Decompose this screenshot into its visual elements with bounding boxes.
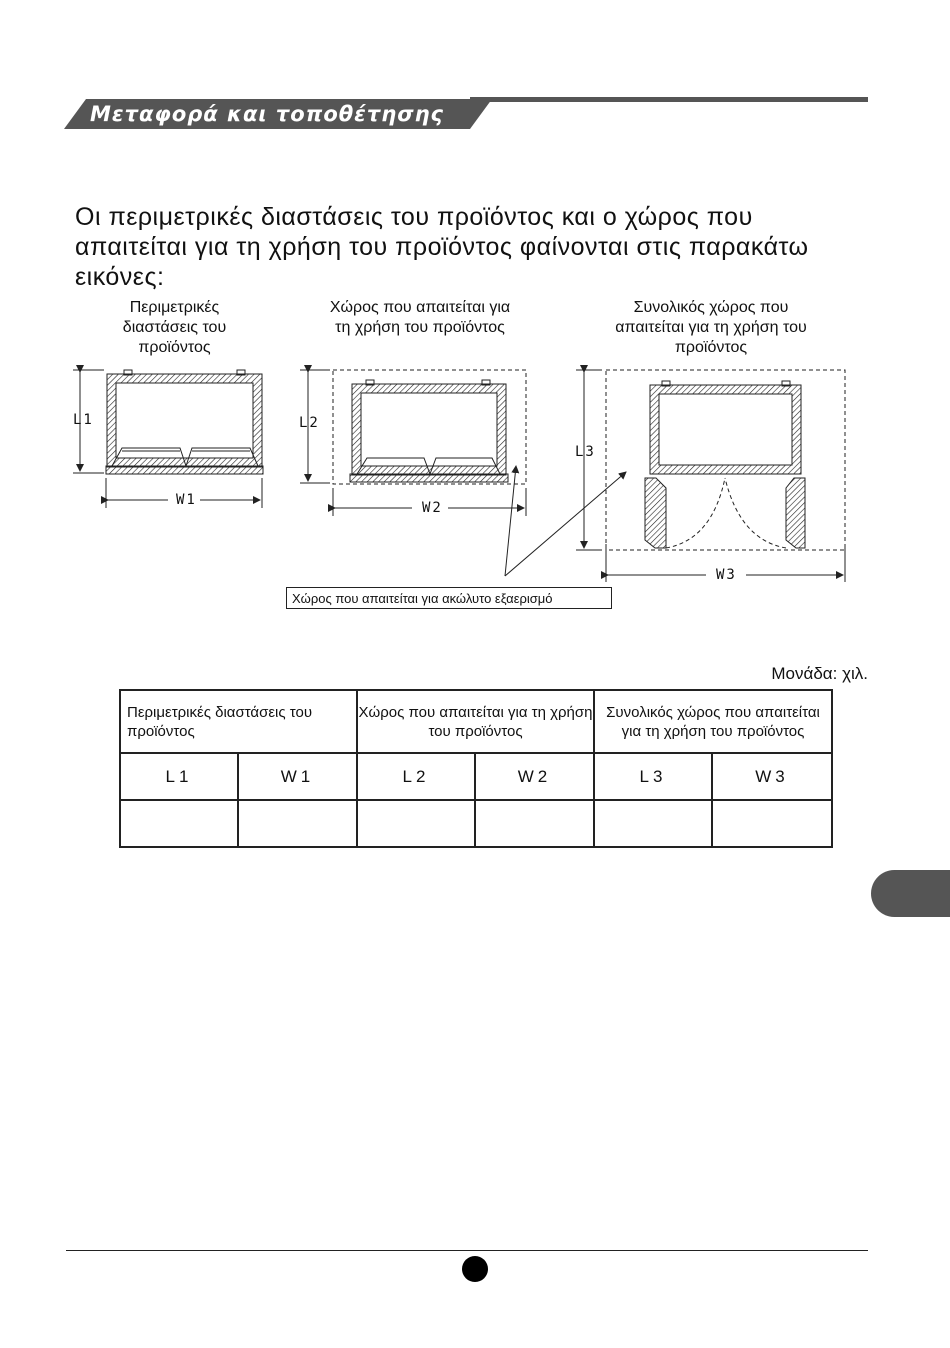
section-side-tab <box>871 870 950 917</box>
dimensions-diagram <box>0 0 950 640</box>
value-cell <box>712 800 832 847</box>
column-header: L2 <box>357 753 475 800</box>
label-L1: L1 <box>73 412 94 428</box>
required-space-outline-3 <box>606 370 845 550</box>
column-header: L1 <box>120 753 238 800</box>
value-cell <box>238 800 357 847</box>
column-header: W1 <box>238 753 357 800</box>
group-header-total-space: Συνολικός χώρος που απαιτείται για τη χρήση του προϊόντος <box>594 690 832 753</box>
column-header: L3 <box>594 753 712 800</box>
label-W1: W1 <box>176 492 197 508</box>
label-L3: L3 <box>575 444 596 460</box>
figure3-caption: Συνολικός χώρος που απαιτείται για τη χρήση του προϊόντος <box>615 299 807 356</box>
value-cell <box>120 800 238 847</box>
figure2-caption: Χώρος που απαιτείται για τη χρήση του προϊόντος <box>329 299 511 336</box>
column-header: W2 <box>475 753 594 800</box>
value-cell <box>475 800 594 847</box>
label-W2: W2 <box>422 500 443 516</box>
fridge-front-2 <box>350 380 508 482</box>
column-header: W3 <box>712 753 832 800</box>
ventilation-space-label: Χώρος που απαιτείται για ακώλυτο εξαερισμό <box>286 587 612 609</box>
vent-pointer-arrows <box>505 466 626 576</box>
intro-paragraph: Οι περιμετρικές διαστάσεις του προϊόντος και ο χώρος που απαιτείται για τη χρήση του προϊόντος φαίνονται στις παρακάτω εικόνες: <box>75 203 809 291</box>
figure1-caption: Περιμετρικές διαστάσεις του προϊόντος <box>122 299 227 356</box>
value-cell <box>357 800 475 847</box>
label-L2: L2 <box>299 415 320 431</box>
footer-rule <box>66 1250 868 1251</box>
section-title: Μεταφορά και τοποθέτησης <box>90 102 444 126</box>
fridge-top-3 <box>645 381 805 548</box>
page-marker <box>462 1256 488 1282</box>
group-header-product-dimensions: Περιμετρικές διαστάσεις του προϊόντος <box>120 690 357 753</box>
group-header-usage-space: Χώρος που απαιτείται για τη χρήση του προϊόντος <box>357 690 594 753</box>
dimensions-table <box>119 689 833 848</box>
fridge-front-1 <box>106 370 263 474</box>
dimension-L3 <box>576 370 602 550</box>
value-cell <box>594 800 712 847</box>
label-W3: W3 <box>716 567 737 583</box>
unit-label: Μονάδα: χιλ. <box>771 664 868 683</box>
